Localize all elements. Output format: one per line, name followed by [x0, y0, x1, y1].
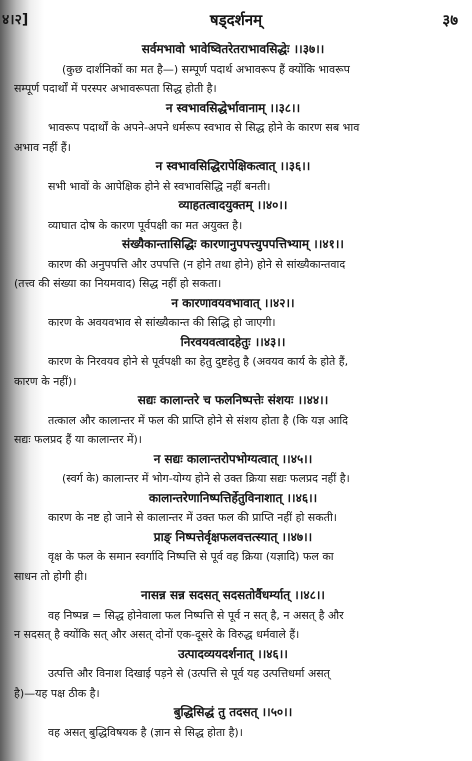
commentary-line: सम्पूर्ण पदार्थों में परस्पर अभावरूपता सिद्ध होती है। — [14, 82, 217, 95]
page-body — [14, 40, 452, 742]
sutra-line: नासन्न सन्न सदसत् सदसतोर्वैधर्म्यात् ।।४८।। — [141, 588, 325, 602]
commentary-line: वह निष्पन्न = सिद्ध होनेवाला फल निष्पत्ति से पूर्व न सत् है, न असत् है और — [48, 608, 344, 622]
commentary-line: व्याघात दोष के कारण पूर्वपक्षी का मत अयुक्त है। — [48, 218, 243, 232]
commentary-line: (कुछ दार्शनिकों का मत है—) सम्पूर्ण पदार्थ अभावरूप हैं क्योंकि भावरूप — [62, 62, 350, 76]
sutra-line: न स्वभावसिद्धेर्भावानाम् ।।३८।। — [165, 100, 301, 115]
commentary-line: तत्काल और कालान्तर में फल की प्राप्ति होने से संशय होता है (कि यज्ञ आदि — [48, 413, 349, 427]
commentary-line: वह असत् बुद्धिविषयक है (ज्ञान से सिद्ध होता है)। — [48, 725, 243, 739]
page-number: ३७ — [442, 11, 458, 29]
sutra-line: संख्यैकान्तासिद्धिः कारणानुपपत्त्युपपत्तिभ्याम् ।।४१।। — [122, 237, 344, 251]
commentary-line: भावरूप पदार्थों के अपने-अपने धर्मरूप स्वभाव से सिद्ध होने के कारण सब भाव — [48, 121, 360, 134]
sutra-line: प्राङ् निष्पत्तेर्वृक्षफलवत्तत्स्यात् ।।४७।। — [153, 529, 313, 544]
sutra-line: सर्वमभावो भावेष्वितरेतराभावसिद्धेः ।।३७।। — [141, 42, 325, 56]
commentary-line: वृक्ष के फल के समान स्वर्गादि निष्पत्ति से पूर्व वह क्रिया (यज्ञादि) फल का — [48, 550, 334, 563]
commentary-line: (स्वर्ग के) कालान्तर में भोग-योग्य होने से उक्त क्रिया सद्यः फलप्रद नहीं है। — [62, 472, 350, 485]
sutra-line: कालान्तरेणानिष्पत्तिर्हेतुविनाशात् ।।४६।। — [148, 490, 318, 505]
commentary-line: कारण के निरवयव होने से पूर्वपक्षी का हेतु दुष्टहेतु है (अवयव कार्य के होते हैं, — [48, 355, 349, 368]
sutra-line: बुद्धिसिद्धं तु तदसत् ।।५०।। — [173, 705, 293, 719]
commentary-line: कारण के नहीं)। — [14, 374, 77, 388]
sutra-line: निरवयवत्वादहेतुः ।।४३।। — [180, 334, 286, 349]
sutra-line: सद्यः कालान्तरे च फलनिष्पत्तेः संशयः ।।४४।। — [137, 393, 329, 407]
commentary-line: (तत्त्व की संख्या का नियमवाद) सिद्ध नहीं हो सकता। — [14, 277, 222, 290]
commentary-line: सद्यः फलप्रद हैं या कालान्तर में)। — [14, 433, 142, 446]
sutra-line: व्याहतत्वादयुक्तम् ।।४०।। — [178, 198, 288, 212]
commentary-line: साधन तो होगी ही। — [14, 569, 88, 583]
page-header — [0, 10, 472, 30]
commentary-line: उत्पत्ति और विनाश दिखाई पड़ने से (उत्पत्ति से पूर्व यह उत्पत्तिधर्मा असत् — [48, 667, 330, 680]
commentary-line: सभी भावों के आपेक्षिक होने से स्वभावसिद्धि नहीं बनती। — [48, 179, 271, 193]
commentary-line: है)—यह पक्ष ठीक है। — [14, 686, 100, 700]
commentary-line: कारण के अवयवभाव से सांख्यैकान्त की सिद्धि हो जाएगी। — [48, 316, 276, 329]
sutra-line: न सद्यः कालान्तरोपभोग्यत्वात् ।।४५।। — [153, 451, 313, 466]
commentary-line: कारण की अनुपपत्ति और उपपत्ति (न होने तथा होने) होने से सांख्यैकान्तवाद — [48, 257, 346, 271]
running-title: षड्दर्शनम् — [209, 11, 263, 29]
sutra-line: न स्वभावसिद्धिरापेक्षिकत्वात् ।।३६।। — [155, 159, 311, 173]
commentary-line: अभाव नहीं हैं। — [14, 140, 71, 154]
sutra-line: उत्पादव्ययदर्शनात् ।।४६।। — [178, 646, 288, 661]
commentary-line: कारण के नष्ट हो जाने से कालान्तर में उक्त फल की प्राप्ति नहीं हो सकती। — [48, 511, 337, 524]
section-reference: ४।२] — [2, 12, 29, 28]
commentary-line: न सदसत् है क्योंकि सत् और असत् दोनों एक-दूसरे के विरुद्ध धर्मवाले हैं। — [14, 628, 300, 641]
sutra-line: न कारणावयवभावात् ।।४२।। — [171, 295, 295, 310]
